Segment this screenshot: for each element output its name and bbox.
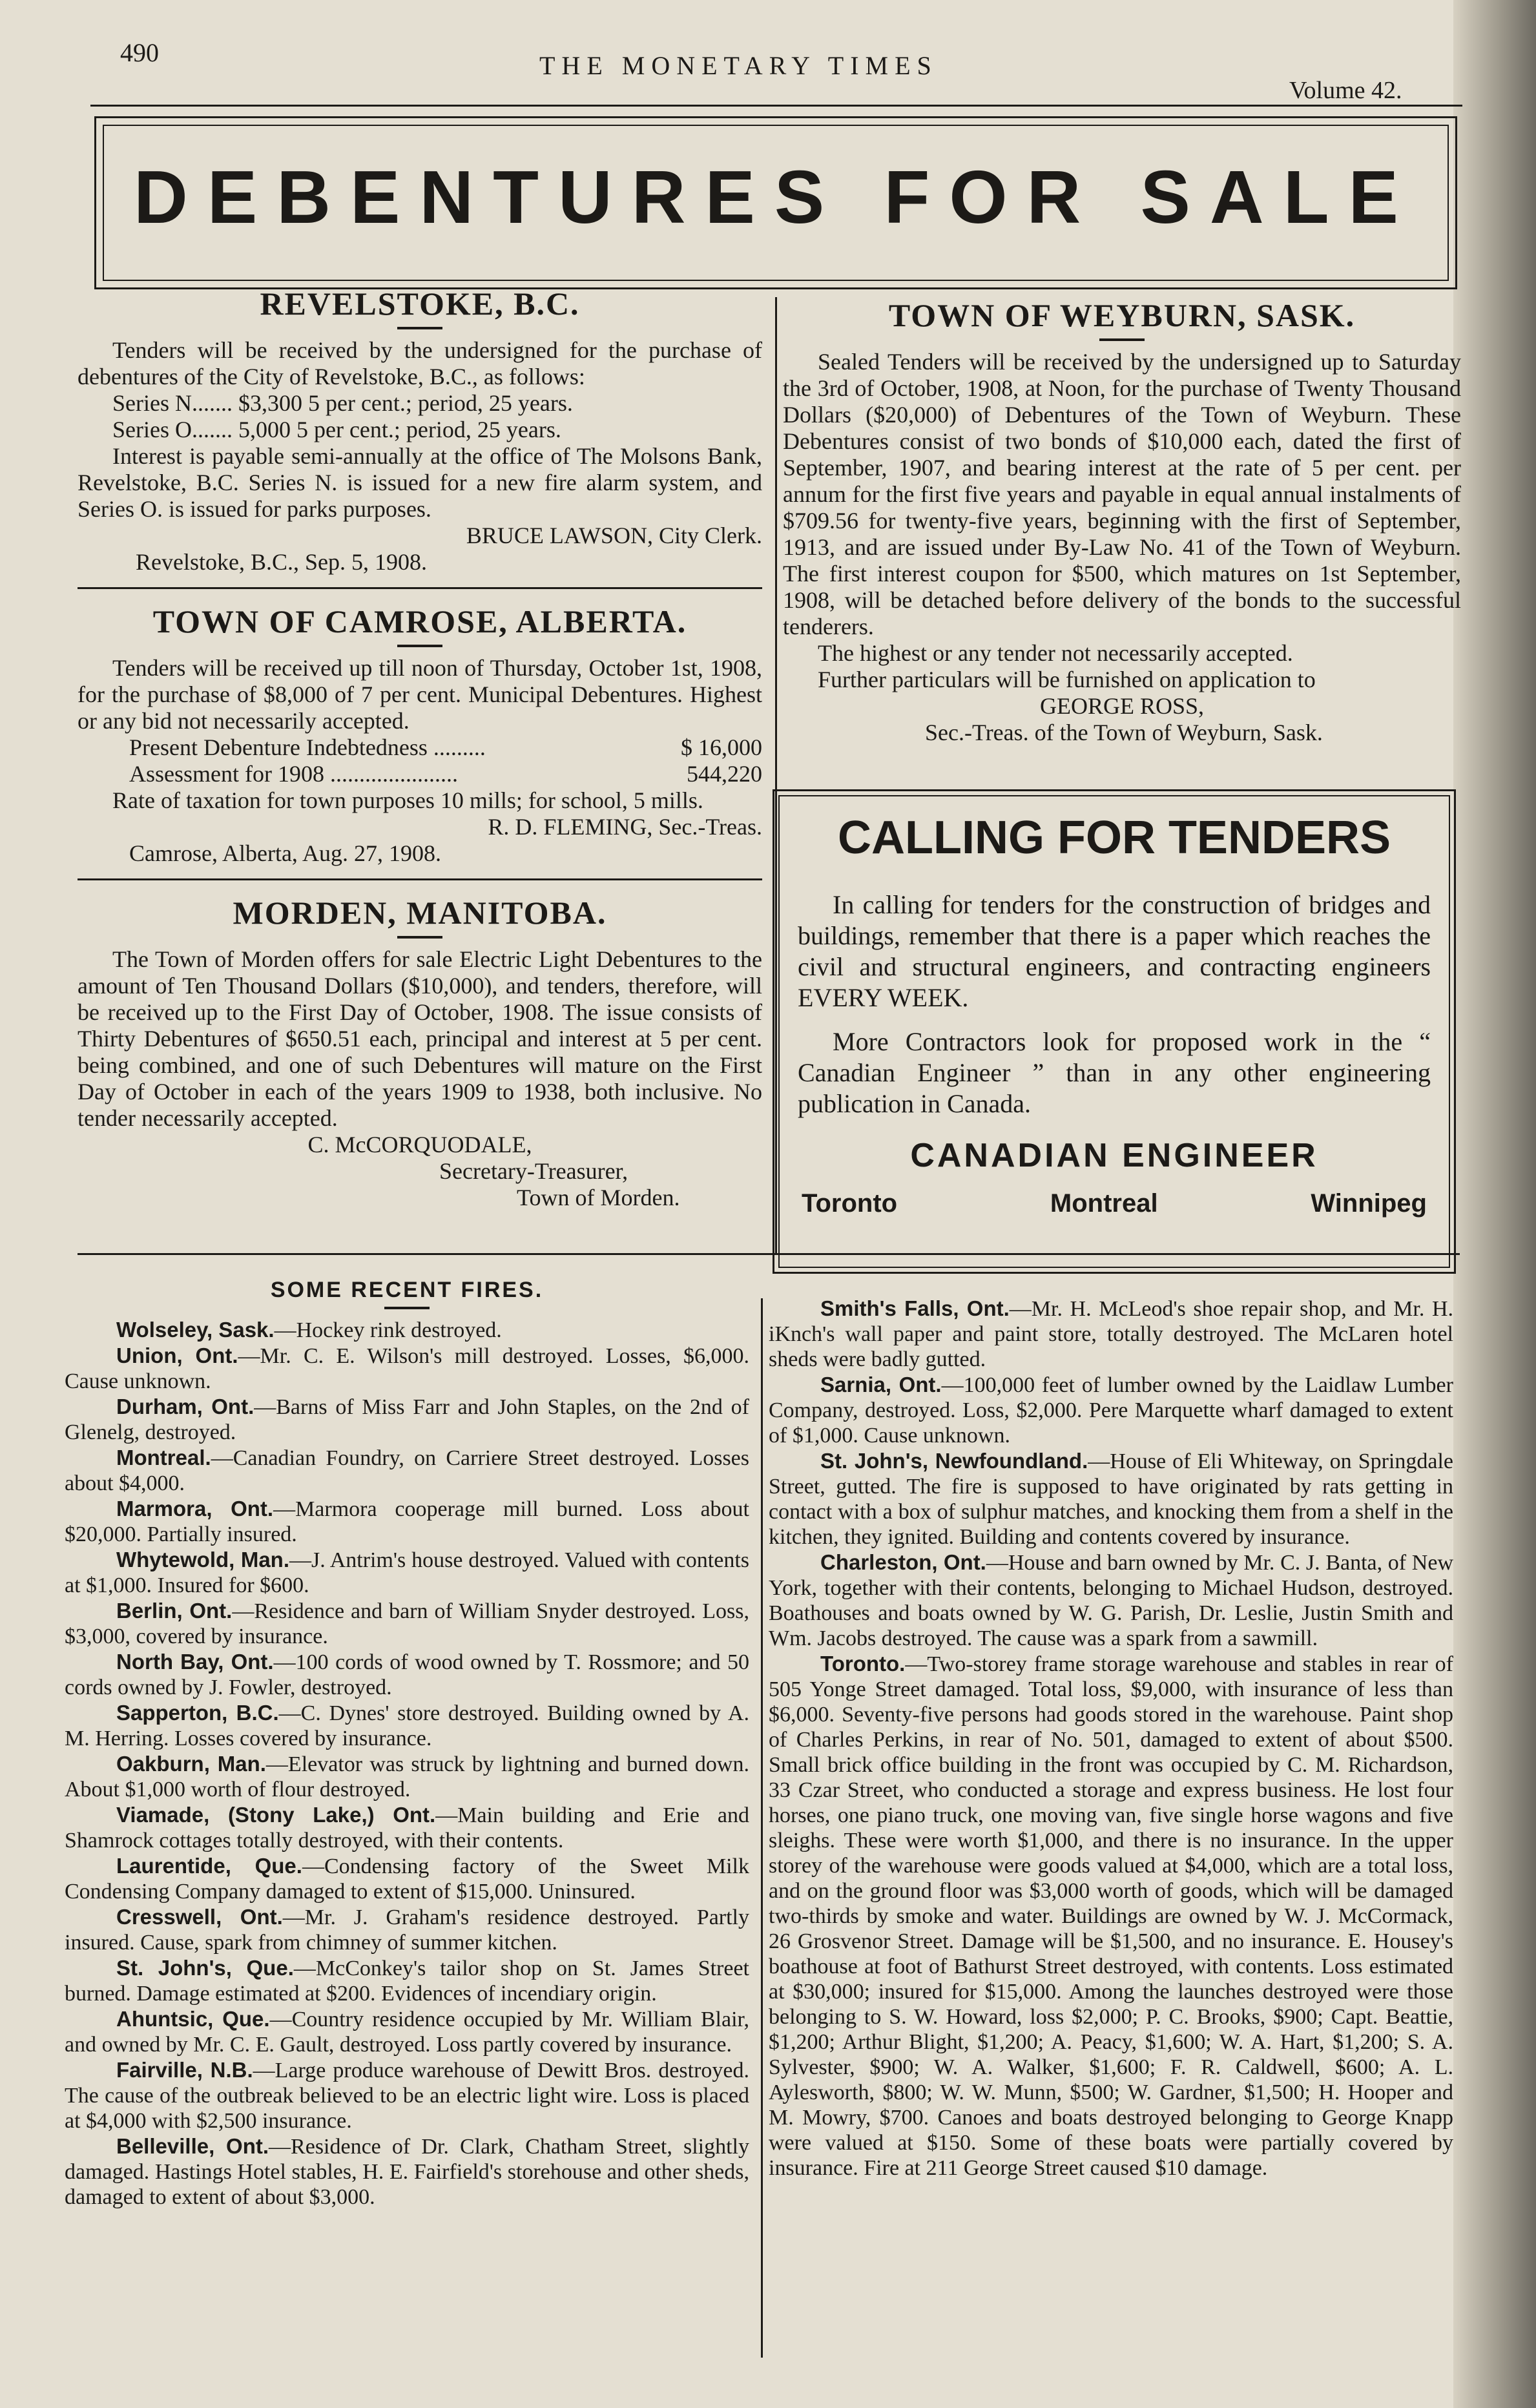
weyburn-acceptance: The highest or any tender not necessarily accepted. [818,640,1293,666]
calling-for-tenders-ad [773,789,1456,1274]
header-rule [90,105,1462,107]
city-montreal: Montreal [1050,1189,1158,1218]
fire-location: Durham, Ont. [116,1395,254,1418]
fire-report [65,1496,749,1547]
fires-right-list [769,1296,1453,2181]
fire-details: —Country residence occupied by Mr. William Blair, and owned by Mr. C. E. Gault, destroyed. Loss partly covered by insurance. [65,2008,750,2057]
publication-title: THE MONETARY TIMES [539,51,938,80]
fire-details: —100,000 feet of lumber owned by the Laidlaw Lumber Company, destroyed. Loss, $2,000. Pere Marquette wharf damaged to extent of $1,000. Cause unknown. [769,1373,1453,1448]
morden-sig-title: Secretary-Treasurer, [439,1158,628,1184]
fire-location: Charleston, Ont. [820,1550,986,1574]
morden-title: MORDEN, MANITOBA. [233,895,607,931]
fire-report [769,1296,1453,1372]
revelstoke-series-o: Series O....... 5,000 5 per cent.; period, 25 years. [112,417,561,442]
fire-location: Union, Ont. [116,1344,238,1367]
camrose-title: TOWN OF CAMROSE, ALBERTA. [152,603,687,639]
divider [397,327,442,329]
fire-location: Whytewold, Man. [116,1548,289,1572]
fire-location: Laurentide, Que. [116,1854,302,1878]
fire-details: —Hockey rink destroyed. [274,1318,502,1342]
camrose-signature: R. D. FLEMING, Sec.-Treas. [488,814,762,840]
divider [384,1307,430,1309]
fire-location: Sarnia, Ont. [820,1373,942,1396]
fire-location: Montreal. [116,1446,211,1469]
morden-sig-town: Town of Morden. [517,1185,680,1210]
assessment-value: 544,220 [687,761,762,787]
section-rule [78,1253,1460,1255]
fire-details: —Elevator was struck by lightning and burned down. About $1,000 worth of flour destroyed. [65,1752,749,1801]
volume-label: Volume 42. [1289,77,1402,104]
ad-body [798,889,1431,1119]
fire-details: —100 cords of wood owned by T. Rossmore; and 50 cords owned by J. Fowler, destroyed. [65,1650,749,1699]
revelstoke-dateline: Revelstoke, B.C., Sep. 5, 1908. [136,549,427,575]
camrose-indebtedness-row [78,734,762,761]
fire-details: —Large produce warehouse of Dewitt Bros. destroyed. The cause of the outbreak believed to be an electric light wire. Loss is placed at $4,000 with $2,500 insurance. [65,2059,749,2133]
fire-details: —Barns of Miss Farr and John Staples, on the 2nd of Glenelg, destroyed. [65,1395,749,1444]
fire-details: —Main building and Erie and Shamrock cottages totally destroyed, with their contents. [65,1803,749,1853]
fire-location: Berlin, Ont. [116,1599,233,1623]
fire-details: —Residence of Dr. Clark, Chatham Street, slightly damaged. Hastings Hotel stables, H. E. Fairfield's storehouse and other sheds, damaged to extent of about $3,000. [65,2135,749,2209]
ad-brand: CANADIAN ENGINEER [910,1137,1318,1174]
fires-right-column [769,1296,1453,2181]
fire-details: —Mr. H. McLeod's shoe repair shop, and Mr. H. iKnch's wall paper and paint store, totally destroyed. The McLaren hotel sheds were badly gutted. [769,1297,1453,1371]
divider [397,645,442,647]
morden-body: The Town of Morden offers for sale Electric Light Debentures to the amount of Ten Thousand Dollars ($10,000), and tenders, therefore, will be received up to the First Day of October, 1908. The issue consists of Thirty Debentures of $650.51 each, principal and interest at 5 per cent. being combined, and one of such Debentures will mature on the First Day of October in each of the years 1909 to 1938, both inclusive. No tender necessarily accepted. [78,946,762,1131]
fire-details: —Mr. J. Graham's residence destroyed. Partly insured. Cause, spark from chimney of summer kitchen. [65,1905,750,1955]
page-edge-shadow [1453,0,1536,2408]
indebtedness-label: Present Debenture Indebtedness ......... [129,734,486,760]
left-debenture-column [78,284,762,1211]
revelstoke-series-n: Series N....... $3,300 5 per cent.; period, 25 years. [112,390,573,416]
fire-report [65,1445,749,1496]
fire-location: Wolseley, Sask. [116,1318,275,1342]
page-number: 490 [120,38,159,67]
fire-location: Toronto. [820,1652,906,1676]
assessment-label: Assessment for 1908 ...................... [129,761,458,787]
revelstoke-signature: BRUCE LAWSON, City Clerk. [466,523,762,548]
fire-report [65,1751,749,1802]
fire-report [769,1372,1453,1448]
fire-report [65,1317,749,1343]
fires-left-column [65,1278,749,2210]
city-winnipeg: Winnipeg [1311,1189,1427,1218]
camrose-assessment-row [78,761,762,787]
city-toronto: Toronto [802,1189,898,1218]
fire-report [65,1598,749,1649]
fire-location: Marmora, Ont. [116,1497,274,1521]
banner-title: DEBENTURES FOR SALE [103,125,1449,281]
fire-details: —Two-storey frame storage warehouse and stables in rear of 505 Yonge Street damaged. Total loss, $9,000, with insurance of less than $6,000. Seventy-five persons had goods stored in the warehouse. Paint shop of Charles Perkins, in rear of No. 501, damaged to extent of about $500. Small brick office building in the front was occupied by C. M. Richardson, 33 Czar Street, who conducted a storage and express business. He lost four horses, one piano truck, one moving van, five single horse wagons and five sleighs. These were worth $1,000, and there is no insurance. In the upper storey of the warehouse were goods valued at $4,000, which are a total loss, and on the ground floor was $3,000 worth of goods, which will be damaged two-thirds by smoke and water. Buildings are owned by W. J. McCormack, 26 Grosvenor Street. Damage will be $1,500, and no insurance. E. Housey's boathouse at foot of Bathurst Street destroyed, with contents. Loss estimated at $30,000; insured for $15,000. Among the launches destroyed were those belonging to S. W. Howard, loss $2,000; P. C. Brooks, $900; Capt. Beattie, $1,200; Arthur Blight, $1,200; A. Peacy, $1,600; W. A. Hart, $1,200; S. A. Sylvester, $900; W. A. Walker, $1,600; F. R. Caldwell, $600; A. L. Aylesworth, $800; W. W. Munn, $500; W. Gardner, $1,500; H. Hooper and M. Mowry, $700. Canoes and boats destroyed belonging to George Knapp were valued at $150. Some of these boats were partially covered by insurance. Fire at 211 George Street caused $10 damage. [769,1652,1453,2180]
section-rule [78,587,762,589]
weyburn-title: TOWN OF WEYBURN, SASK. [888,297,1356,333]
fire-details: —Canadian Foundry, on Carriere Street destroyed. Losses about $4,000. [65,1446,749,1495]
fire-location: Oakburn, Man. [116,1752,266,1776]
fire-location: North Bay, Ont. [116,1650,274,1674]
fire-report [65,1547,749,1598]
fire-report [65,1343,749,1394]
fire-report [65,1853,749,1904]
fire-location: Fairville, N.B. [116,2058,253,2082]
fire-location: St. John's, Newfoundland. [820,1449,1088,1473]
debentures-banner [94,116,1457,289]
fire-report [65,1394,749,1445]
fire-location: Viamade, (Stony Lake,) Ont. [116,1803,436,1827]
fire-location: Cresswell, Ont. [116,1905,283,1929]
fire-details: —C. Dynes' store destroyed. Building owned by A. M. Herring. Losses covered by insurance. [65,1701,749,1750]
section-rule [78,878,762,880]
revelstoke-title: REVELSTOKE, B.C. [260,285,580,322]
fire-report [769,1448,1453,1550]
weyburn-sig-title: Sec.-Treas. of the Town of Weyburn, Sask. [925,720,1323,745]
fire-report [65,2133,749,2210]
fires-left-list [65,1317,749,2210]
fire-details: —Marmora cooperage mill burned. Loss about $20,000. Partially insured. [65,1497,750,1546]
fire-report [65,1700,749,1751]
camrose-intro: Tenders will be received up till noon of Thursday, October 1st, 1908, for the purchase of $8,000 of 7 per cent. Municipal Debentures. Highest or any bid not necessarily accepted. [78,655,762,734]
revelstoke-intro: Tenders will be received by the undersigned for the purchase of debentures of the City of Revelstoke, B.C., as follows: [78,337,762,389]
fire-report [65,2006,749,2057]
fire-location: Ahuntsic, Que. [116,2007,270,2031]
camrose-dateline: Camrose, Alberta, Aug. 27, 1908. [129,840,441,866]
fire-location: Belleville, Ont. [116,2134,269,2158]
column-divider [761,1298,763,2358]
fire-details: —McConkey's tailor shop on St. James Street burned. Damage estimated at $200. Evidences of incendiary origin. [65,1956,749,2006]
fire-details: —Residence and barn of William Snyder destroyed. Loss, $3,000, covered by insurance. [65,1599,750,1648]
fire-details: —House and barn owned by Mr. C. J. Banta, of New York, together with their contents, belonging to Michael Hudson, destroyed. Boathouses and boats owned by W. G. Parish, Dr. Leslie, Justin Smith and Wm. Jacobs destroyed. The cause was a spark from a sawmill. [769,1551,1454,1650]
fire-details: —House of Eli Whiteway, on Springdale Street, gutted. The fire is supposed to have originated by rats getting in contact with a box of sulphur matches, and knocking them from a shelf in the kitchen, they ignited. Building and contents covered by insurance. [769,1449,1454,1549]
indebtedness-value: $ 16,000 [681,734,762,760]
fire-report [65,1904,749,1955]
fire-report [65,1649,749,1700]
fires-title: SOME RECENT FIRES. [270,1278,544,1302]
fire-report [65,2057,749,2133]
camrose-rate: Rate of taxation for town purposes 10 mills; for school, 5 mills. [112,787,703,813]
fire-details: —J. Antrim's house destroyed. Valued with contents at $1,000. Insured for $600. [65,1548,749,1597]
fire-location: Sapperton, B.C. [116,1701,279,1725]
fire-details: —Mr. C. E. Wilson's mill destroyed. Losses, $6,000. Cause unknown. [65,1344,749,1393]
ad-inner-border [778,795,1450,1268]
ad-paragraph-2: More Contractors look for proposed work in the “ Canadian Engineer ” than in any other engineering publication in Canada. [798,1027,1431,1118]
fire-report [65,1955,749,2006]
weyburn-application: Further particulars will be furnished on application to [818,667,1316,692]
fire-report [65,1802,749,1853]
revelstoke-body: Interest is payable semi-annually at the office of The Molsons Bank, Revelstoke, B.C. Series N. is issued for a new fire alarm system, and Series O. is issued for parks purposes. [78,443,762,522]
fire-report [769,1550,1453,1651]
fire-location: St. John's, Que. [116,1956,294,1980]
divider [1099,338,1145,341]
ad-cities [798,1189,1431,1218]
ad-paragraph-1: In calling for tenders for the construction of bridges and buildings, remember that there is a paper which reaches the civil and structural engineers, and contracting engineers EVERY WEEK. [798,890,1431,1012]
fire-report [769,1651,1453,2181]
right-debenture-column [783,296,1461,746]
fire-details: —Condensing factory of the Sweet Milk Condensing Company damaged to extent of $15,000. Uninsured. [65,1854,750,1904]
ad-title: CALLING FOR TENDERS [838,812,1391,864]
weyburn-sig-name: GEORGE ROSS, [1039,693,1205,719]
divider [397,936,442,939]
fire-location: Smith's Falls, Ont. [820,1296,1010,1320]
weyburn-body: Sealed Tenders will be received by the undersigned up to Saturday the 3rd of October, 1908, at Noon, for the purchase of Twenty Thousand Dollars ($20,000) of Debentures of the Town of Weyburn. These Debentures consist of two bonds of $10,000 each, dated the first of September, 1907, and bearing interest at the rate of 5 per cent. per annum for the first five years and payable in equal annual instalments of $709.56 for twenty-five years, beginning with the first of September, 1913, and are issued under By-Law No. 41 of the Town of Weyburn. The first interest coupon for $500, which matures on 1st September, 1908, will be detached before delivery of the bonds to the successful tenderers. [783,349,1461,639]
morden-sig-name: C. McCORQUODALE, [307,1132,532,1157]
